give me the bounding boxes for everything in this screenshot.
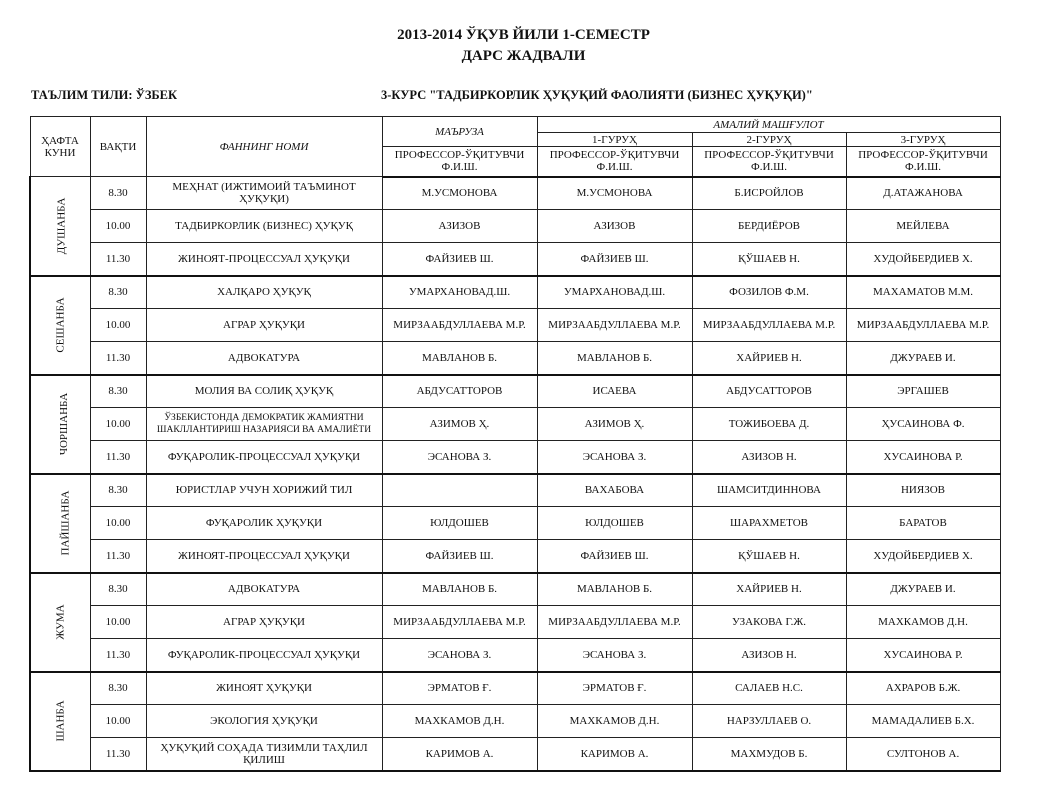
lecture-teacher-caption: ПРОФЕССОР-ЎҚИТУВЧИ Ф.И.Ш. [382,147,537,177]
lecture-teacher-cell: М.УСМОНОВА [382,177,537,210]
lecture-teacher-cell: МАХКАМОВ Д.Н. [382,705,537,738]
time-cell: 8.30 [90,375,146,408]
group-1-teacher-caption: ПРОФЕССОР-ЎҚИТУВЧИ Ф.И.Ш. [537,147,692,177]
time-cell: 8.30 [90,474,146,507]
group-3-teacher-cell: ДЖУРАЕВ И. [846,342,1000,375]
day-block [30,474,1000,573]
day-name-cell [30,276,90,375]
lecture-header: МАЪРУЗА [382,117,537,147]
day-name: ДУШАНБА [55,197,68,255]
time-cell: 11.30 [90,738,146,771]
time-cell: 11.30 [90,441,146,474]
group-3-teacher-cell: ХУСАИНОВА Р. [846,639,1000,672]
group-1-teacher-cell: АЗИЗОВ [537,210,692,243]
group-3-teacher-cell: ДЖУРАЕВ И. [846,573,1000,606]
group-1-teacher-cell: ВАХАБОВА [537,474,692,507]
table-row [30,573,1000,606]
lecture-teacher-cell: ЮЛДОШЕВ [382,507,537,540]
time-cell: 8.30 [90,276,146,309]
lecture-teacher-cell: МАВЛАНОВ Б. [382,342,537,375]
table-row [30,177,1000,210]
lecture-teacher-cell: МИРЗААБДУЛЛАЕВА М.Р. [382,309,537,342]
time-cell: 8.30 [90,573,146,606]
group-3-teacher-cell: НИЯЗОВ [846,474,1000,507]
subject-cell: ЭКОЛОГИЯ ҲУҚУҚИ [146,705,382,738]
course-title: 3-КУРС "ТАДБИРКОРЛИК ҲУҚУҚИЙ ФАОЛИЯТИ (БИЗНЕС ҲУҚУҚИ)" [381,88,813,102]
group-3-teacher-cell: АХРАРОВ Б.Ж. [846,672,1000,705]
lecture-teacher-cell: МАВЛАНОВ Б. [382,573,537,606]
subject-cell: ХАЛҚАРО ҲУҚУҚ [146,276,382,309]
group-3-teacher-cell: МАХАМАТОВ М.М. [846,276,1000,309]
subject-cell: МОЛИЯ ВА СОЛИҚ ҲУҚУҚ [146,375,382,408]
subject-cell: ФУҚАРОЛИК-ПРОЦЕССУАЛ ҲУҚУҚИ [146,639,382,672]
group-1-teacher-cell: МИРЗААБДУЛЛАЕВА М.Р. [537,606,692,639]
group-2-teacher-cell: Б.ИСРОЙЛОВ [692,177,846,210]
document-title-line-1: 2013-2014 ЎҚУВ ЙИЛИ 1-СЕМЕСТР [397,27,650,43]
subject-cell: ФУҚАРОЛИК-ПРОЦЕССУАЛ ҲУҚУҚИ [146,441,382,474]
subject-cell: АГРАР ҲУҚУҚИ [146,606,382,639]
group-3-teacher-cell: МЕЙЛЕВА [846,210,1000,243]
group-2-header: 2-ГУРУҲ [692,133,846,147]
subject-cell: ЖИНОЯТ-ПРОЦЕССУАЛ ҲУҚУҚИ [146,243,382,276]
practice-header: АМАЛИЙ МАШҒУЛОТ [537,117,1000,133]
lecture-teacher-cell: АЗИМОВ Ҳ. [382,408,537,441]
document-title-line-2: ДАРС ЖАДВАЛИ [461,48,586,64]
group-2-teacher-cell: НАРЗУЛЛАЕВ О. [692,705,846,738]
group-2-teacher-cell: МИРЗААБДУЛЛАЕВА М.Р. [692,309,846,342]
week-day-header: ҲАФТА КУНИ [30,117,90,177]
table-row [30,441,1000,474]
subject-cell: АДВОКАТУРА [146,573,382,606]
group-1-teacher-cell: ЭСАНОВА З. [537,639,692,672]
day-name: ПАЙШАНБА [59,490,72,556]
group-2-teacher-cell: ШАМСИТДИННОВА [692,474,846,507]
lecture-teacher-cell: ЭСАНОВА З. [382,639,537,672]
group-2-teacher-cell: ФОЗИЛОВ Ф.М. [692,276,846,309]
subject-header: ФАННИНГ НОМИ [146,117,382,177]
table-row [30,408,1000,441]
subject-cell: ЖИНОЯТ ҲУҚУҚИ [146,672,382,705]
day-name-cell [30,474,90,573]
group-3-teacher-cell: ХУДОЙБЕРДИЕВ Х. [846,540,1000,573]
group-3-header: 3-ГУРУҲ [846,133,1000,147]
lecture-teacher-cell: МИРЗААБДУЛЛАЕВА М.Р. [382,606,537,639]
subject-cell: ЮРИСТЛАР УЧУН ХОРИЖИЙ ТИЛ [146,474,382,507]
subject-cell: АГРАР ҲУҚУҚИ [146,309,382,342]
day-block [30,375,1000,474]
table-row [30,507,1000,540]
group-2-teacher-cell: БЕРДИЁРОВ [692,210,846,243]
subject-cell: АДВОКАТУРА [146,342,382,375]
group-1-header: 1-ГУРУҲ [537,133,692,147]
time-header: ВАҚТИ [90,117,146,177]
subject-cell: ЎЗБЕКИСТОНДА ДЕМОКРАТИК ЖАМИЯТНИ ШАКЛЛАНТИРИШ НАЗАРИЯСИ ВА АМАЛИЁТИ [146,408,382,441]
time-cell: 11.30 [90,540,146,573]
lecture-teacher-cell: ФАЙЗИЕВ Ш. [382,243,537,276]
lecture-teacher-cell: КАРИМОВ А. [382,738,537,771]
table-row [30,342,1000,375]
subject-cell: ҲУҚУҚИЙ СОҲАДА ТИЗИМЛИ ТАҲЛИЛ ҚИЛИШ [146,738,382,771]
group-1-teacher-cell: УМАРХАНОВАД.Ш. [537,276,692,309]
group-2-teacher-cell: УЗАКОВА Г.Ж. [692,606,846,639]
group-3-teacher-cell: Д.АТАЖАНОВА [846,177,1000,210]
table-row [30,639,1000,672]
group-2-teacher-cell: МАХМУДОВ Б. [692,738,846,771]
lecture-teacher-cell: УМАРХАНОВАД.Ш. [382,276,537,309]
table-row [30,738,1000,771]
table-row [30,309,1000,342]
group-1-teacher-cell: ЭСАНОВА З. [537,441,692,474]
group-3-teacher-cell: ХУСАИНОВА Р. [846,441,1000,474]
time-cell: 10.00 [90,408,146,441]
time-cell: 8.30 [90,672,146,705]
group-2-teacher-cell: ҚЎШАЕВ Н. [692,243,846,276]
time-cell: 10.00 [90,606,146,639]
group-1-teacher-cell: М.УСМОНОВА [537,177,692,210]
group-2-teacher-cell: АБДУСАТТОРОВ [692,375,846,408]
group-2-teacher-caption: ПРОФЕССОР-ЎҚИТУВЧИ Ф.И.Ш. [692,147,846,177]
time-cell: 10.00 [90,309,146,342]
day-block [30,573,1000,672]
time-cell: 11.30 [90,342,146,375]
lecture-teacher-cell [382,474,537,507]
lecture-teacher-cell: АБДУСАТТОРОВ [382,375,537,408]
group-1-teacher-cell: ЭРМАТОВ Ғ. [537,672,692,705]
group-2-teacher-cell: ШАРАХМЕТОВ [692,507,846,540]
group-2-teacher-cell: ТОЖИБОЕВА Д. [692,408,846,441]
group-3-teacher-cell: МАМАДАЛИЕВ Б.Х. [846,705,1000,738]
table-row [30,672,1000,705]
day-name-cell [30,177,90,276]
group-1-teacher-cell: ЮЛДОШЕВ [537,507,692,540]
group-3-teacher-cell: ХУДОЙБЕРДИЕВ Х. [846,243,1000,276]
group-1-teacher-cell: ИСАЕВА [537,375,692,408]
table-row [30,243,1000,276]
table-row [30,210,1000,243]
group-3-teacher-cell: СУЛТОНОВ А. [846,738,1000,771]
group-3-teacher-caption: ПРОФЕССОР-ЎҚИТУВЧИ Ф.И.Ш. [846,147,1000,177]
table-row [30,474,1000,507]
time-cell: 10.00 [90,705,146,738]
subject-cell: ТАДБИРКОРЛИК (БИЗНЕС) ҲУҚУҚ [146,210,382,243]
day-block [30,276,1000,375]
time-cell: 8.30 [90,177,146,210]
group-1-teacher-cell: ФАЙЗИЕВ Ш. [537,243,692,276]
group-1-teacher-cell: МИРЗААБДУЛЛАЕВА М.Р. [537,309,692,342]
time-cell: 11.30 [90,243,146,276]
group-2-teacher-cell: ХАЙРИЕВ Н. [692,342,846,375]
day-name-cell [30,375,90,474]
group-1-teacher-cell: МАВЛАНОВ Б. [537,342,692,375]
day-name: ЖУМА [54,604,67,640]
group-1-teacher-cell: МАВЛАНОВ Б. [537,573,692,606]
teaching-language: ТАЪЛИМ ТИЛИ: ЎЗБЕК [31,88,178,102]
table-row [30,606,1000,639]
table-row [30,705,1000,738]
lecture-teacher-cell: ЭСАНОВА З. [382,441,537,474]
group-3-teacher-cell: БАРАТОВ [846,507,1000,540]
group-2-teacher-cell: АЗИЗОВ Н. [692,639,846,672]
group-1-teacher-cell: ФАЙЗИЕВ Ш. [537,540,692,573]
time-cell: 11.30 [90,639,146,672]
schedule-table [29,116,1001,772]
group-3-teacher-cell: ҲУСАИНОВА Ф. [846,408,1000,441]
lecture-teacher-cell: ЭРМАТОВ Ғ. [382,672,537,705]
table-row [30,276,1000,309]
table-row [30,540,1000,573]
group-3-teacher-cell: ЭРГАШЕВ [846,375,1000,408]
subject-cell: МЕҲНАТ (ИЖТИМОИЙ ТАЪМИНОТ ҲУҚУҚИ) [146,177,382,210]
group-3-teacher-cell: МАХКАМОВ Д.Н. [846,606,1000,639]
subject-cell: ЖИНОЯТ-ПРОЦЕССУАЛ ҲУҚУҚИ [146,540,382,573]
group-2-teacher-cell: ХАЙРИЕВ Н. [692,573,846,606]
time-cell: 10.00 [90,210,146,243]
day-block [30,177,1000,276]
lecture-teacher-cell: АЗИЗОВ [382,210,537,243]
group-2-teacher-cell: АЗИЗОВ Н. [692,441,846,474]
day-name: ЧОРШАНБА [58,392,71,456]
group-1-teacher-cell: КАРИМОВ А. [537,738,692,771]
group-2-teacher-cell: САЛАЕВ Н.С. [692,672,846,705]
time-cell: 10.00 [90,507,146,540]
lecture-teacher-cell: ФАЙЗИЕВ Ш. [382,540,537,573]
group-3-teacher-cell: МИРЗААБДУЛЛАЕВА М.Р. [846,309,1000,342]
day-name: ШАНБА [54,700,67,742]
table-row [30,375,1000,408]
day-name-cell [30,573,90,672]
day-block [30,672,1000,771]
day-name: СЕШАНБА [54,297,67,353]
group-1-teacher-cell: МАХКАМОВ Д.Н. [537,705,692,738]
schedule-header [30,117,1000,177]
subject-cell: ФУҚАРОЛИК ҲУҚУҚИ [146,507,382,540]
day-name-cell [30,672,90,771]
group-1-teacher-cell: АЗИМОВ Ҳ. [537,408,692,441]
group-2-teacher-cell: ҚЎШАЕВ Н. [692,540,846,573]
